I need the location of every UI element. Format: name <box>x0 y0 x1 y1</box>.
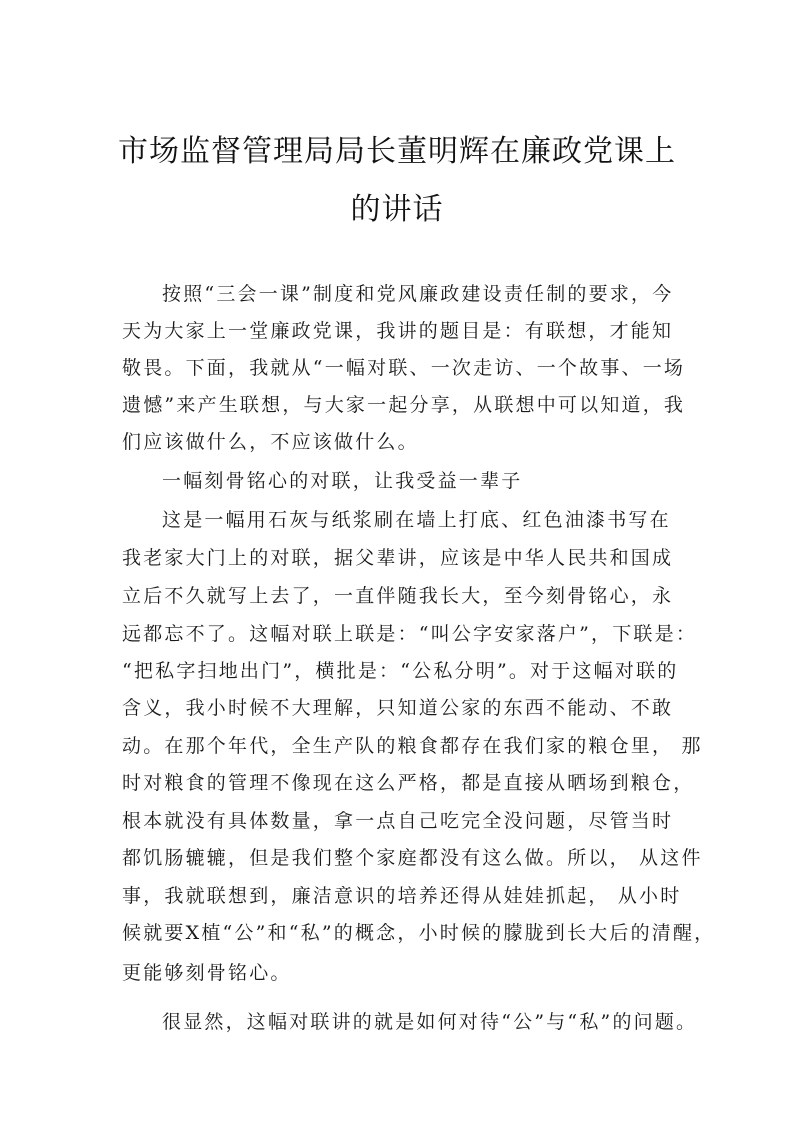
document-title-line-2: 的讲话 <box>350 192 444 227</box>
paragraph-line: 按照“三会一课”制度和党风廉政建设责任制的要求，今 <box>162 283 674 305</box>
paragraph-line: 候就要X植“公”和“私”的概念，小时候的朦胧到长大后的清醒， <box>122 922 716 944</box>
paragraph-line: 事，我就联想到，廉洁意识的培养还得从娃娃抓起， 从小时 <box>122 885 682 907</box>
paragraph-line: 遗憾”来产生联想，与大家一起分享，从联想中可以知道，我 <box>122 394 686 416</box>
paragraph-line: 敬畏。下面，我就从“一幅对联、一次走访、一个故事、一场 <box>122 357 686 379</box>
paragraph-line: 很显然，这幅对联讲的就是如何对待“公”与“私”的问题。 <box>162 1011 698 1033</box>
paragraph-line: 们应该做什么，不应该做什么。 <box>122 431 419 453</box>
paragraph-line: 这是一幅用石灰与纸浆刷在墙上打底、红色油漆书写在 <box>162 509 671 531</box>
section-heading: 一幅刻骨铭心的对联，让我受益一辈子 <box>162 470 523 492</box>
paragraph-line: 含义，我小时候不大理解，只知道公家的东西不能动、不敢 <box>122 697 674 719</box>
paragraph-line: 时对粮食的管理不像现在这么严格，都是直接从晒场到粮仓， <box>122 772 695 794</box>
document-title-line-1: 市场监督管理局局长董明辉在廉政党课上 <box>118 134 676 169</box>
paragraph-line: 远都忘不了。这幅对联上联是：“叫公字安家落户”，下联是： <box>122 623 698 645</box>
paragraph-line: 根本就没有具体数量，拿一点自己吃完全没问题，尽管当时 <box>122 810 674 832</box>
paragraph-line: 都饥肠辘辘，但是我们整个家庭都没有这么做。所以， 从这件 <box>122 847 703 869</box>
paragraph-line: 立后不久就写上去了，一直伴随我长大，至今刻骨铭心，永 <box>122 585 674 607</box>
paragraph-line: 天为大家上一堂廉政党课，我讲的题目是：有联想，才能知 <box>122 320 674 342</box>
paragraph-line: 我老家大门上的对联，据父辈讲，应该是中华人民共和国成 <box>122 547 674 569</box>
paragraph-line: “把私字扫地出门”，横批是：“公私分明”。对于这幅对联的 <box>122 660 679 682</box>
paragraph-line: 动。在那个年代，全生产队的粮食都存在我们家的粮仓里， 那 <box>122 735 703 757</box>
paragraph-line: 更能够刻骨铭心。 <box>122 962 292 984</box>
